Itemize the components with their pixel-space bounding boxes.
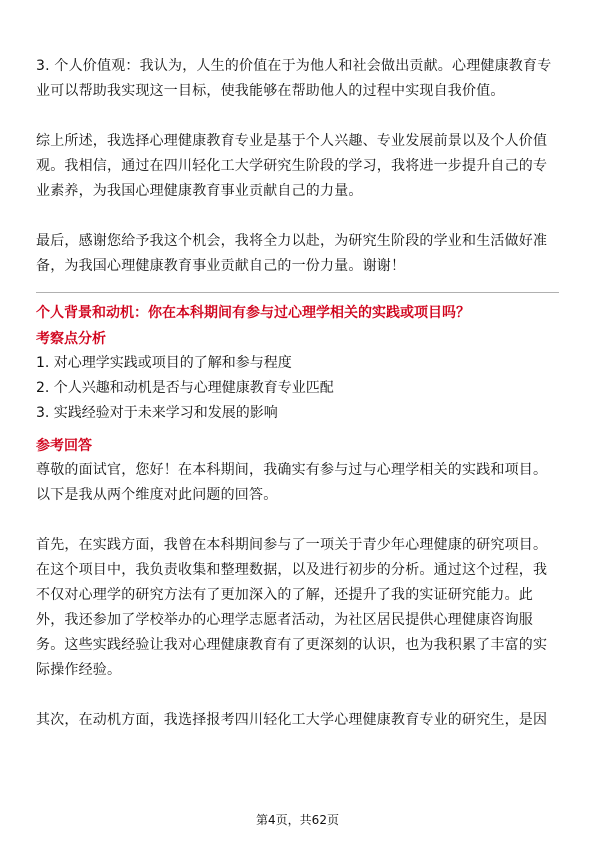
page-footer: 第4页，共62页 [256, 813, 339, 827]
list-item: 1. 对心理学实践或项目的了解和参与程度 [36, 355, 292, 371]
section-divider [36, 292, 559, 293]
paragraph-closing: 最后，感谢您给予我这个机会，我将全力以赴，为研究生阶段的学业和生活做好准备，为我国心理健康教育事业贡献自己的一份力量。谢谢！ [36, 233, 548, 274]
list-item: 3. 实践经验对于未来学习和发展的影响 [36, 405, 278, 421]
analysis-list [36, 351, 559, 426]
paragraph-personal-values: 3. 个人价值观：我认为，人生的价值在于为他人和社会做出贡献。心理健康教育专业可以帮助我实现这一目标，使我能够在帮助他人的过程中实现自我价值。 [36, 58, 552, 99]
interview-question: 个人背景和动机：你在本科期间有参与过心理学相关的实践或项目吗？ [36, 305, 470, 321]
document-page [36, 54, 559, 733]
answer-motivation: 其次，在动机方面，我选择报考四川轻化工大学心理健康教育专业的研究生，是因 [36, 712, 548, 728]
analysis-heading: 考察点分析 [36, 331, 106, 347]
answer-practice: 首先，在实践方面，我曾在本科期间参与了一项关于青少年心理健康的研究项目。在这个项目中，我负责收集和整理数据，以及进行初步的分析。通过这个过程，我不仅对心理学的研究方法有了更加深入的了解，还提升了我的实证研究能力。此外，我还参加了学校举办的心理学志愿者活动，为社区居民提供心理健康咨询服务。这些实践经验让我对心理健康教育有了更深刻的认识，也为我积累了丰富的实际操作经验。 [36, 537, 548, 678]
paragraph-summary: 综上所述，我选择心理健康教育专业是基于个人兴趣、专业发展前景以及个人价值观。我相信，通过在四川轻化工大学研究生阶段的学习，我将进一步提升自己的专业素养，为我国心理健康教育事业贡献自己的力量。 [36, 133, 548, 199]
answer-intro: 尊敬的面试官，您好！在本科期间，我确实有参与过与心理学相关的实践和项目。以下是我从两个维度对此问题的回答。 [36, 462, 548, 503]
answer-heading: 参考回答 [36, 438, 92, 454]
list-item: 2. 个人兴趣和动机是否与心理健康教育专业匹配 [36, 380, 334, 396]
